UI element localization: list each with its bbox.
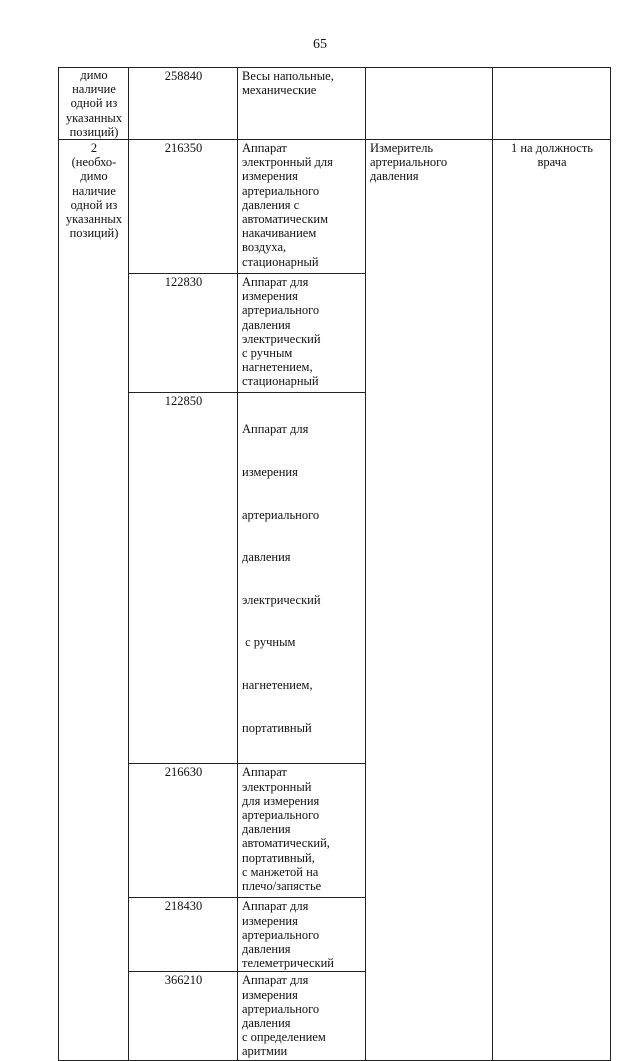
code-cell: 366210	[129, 972, 238, 1061]
name-cell: Аппарат для измерения артериального давления телеметрический	[238, 898, 366, 972]
code-cell: 122830	[129, 274, 238, 393]
table-row	[59, 68, 611, 140]
type-cell	[366, 68, 493, 140]
code-cell: 218430	[129, 898, 238, 972]
code-cell: 258840	[129, 68, 238, 140]
equipment-table	[58, 67, 611, 1061]
code-cell: 122850	[129, 393, 238, 764]
table-row	[59, 140, 611, 274]
group-quantity-cell: 2 (необхо- димо наличие одной из указанных позиций)	[59, 140, 129, 1061]
group-type-cell: Измеритель артериального давления	[366, 140, 493, 1061]
name-cell: Аппарат для измерения артериального давления электрический с ручным нагнетением, стационарный	[238, 274, 366, 393]
code-cell: 216630	[129, 764, 238, 898]
name-cell: Аппарат электронный для измерения артериального давления с автоматическим накачиванием воздуха, стационарный	[238, 140, 366, 274]
name-cell: Аппарат электронный для измерения артериального давления автоматический, портативный, с манжетой на плечо/запястье	[238, 764, 366, 898]
name-cell: Весы напольные, механические	[238, 68, 366, 140]
norm-cell	[493, 68, 611, 140]
name-cell: Аппарат для измерения артериального давления с определением аритмии	[238, 972, 366, 1061]
quantity-cell: димо наличие одной из указанных позиций)	[59, 68, 129, 140]
name-cell: Аппарат для измерения артериального давления электрический с ручным нагнетением, портативный	[238, 393, 366, 764]
group-norm-cell: 1 на должность врача	[493, 140, 611, 1061]
code-cell: 216350	[129, 140, 238, 274]
page-number: 65	[313, 37, 327, 52]
